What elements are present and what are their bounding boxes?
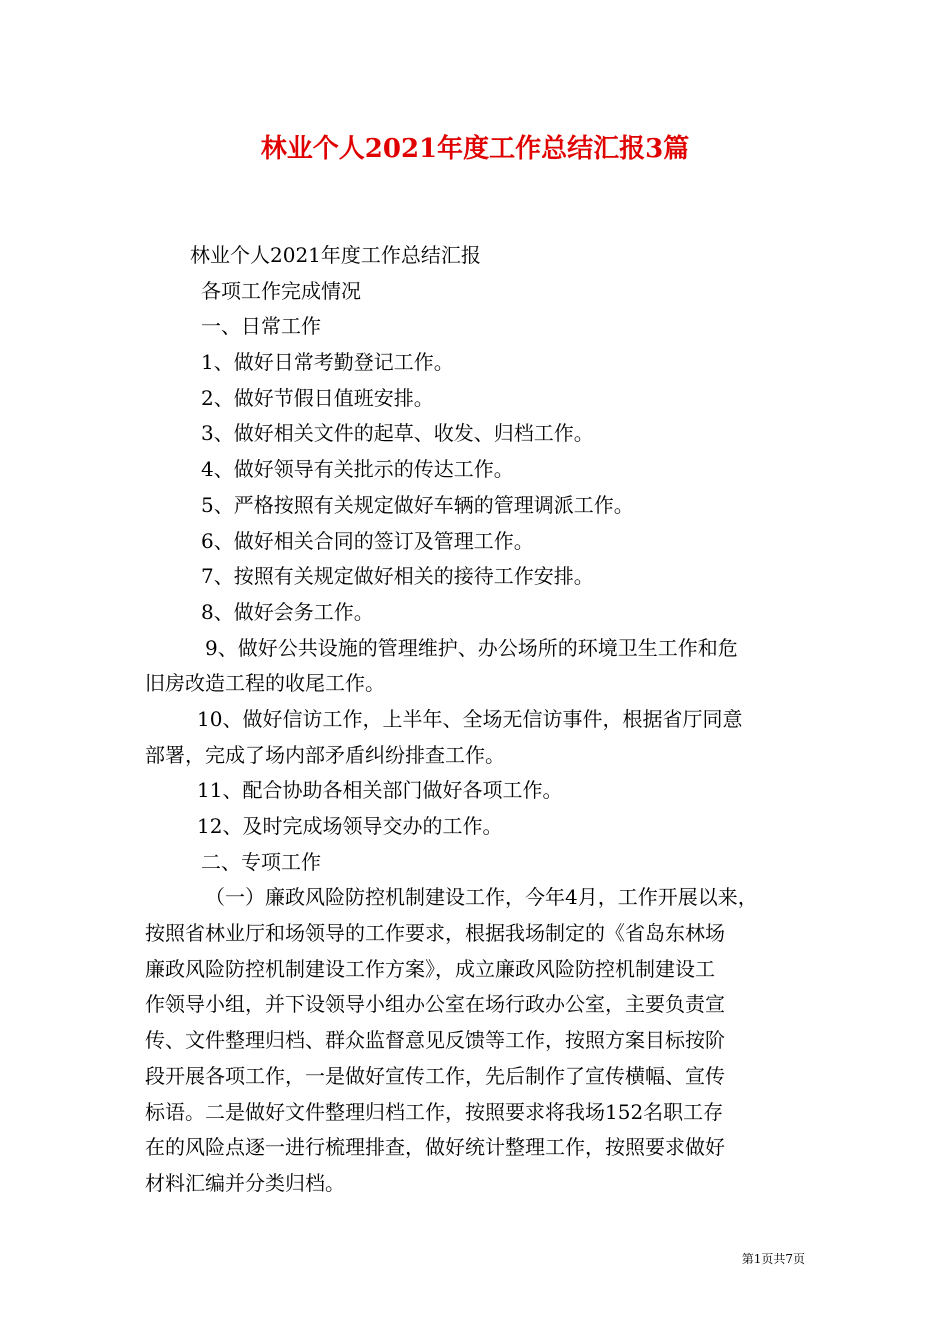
list-item: 6、做好相关合同的签订及管理工作。 — [201, 528, 534, 553]
paragraph-line: 材料汇编并分类归档。 — [145, 1170, 345, 1195]
paragraph-line: 在的风险点逐一进行梳理排查，做好统计整理工作，按照要求做好 — [145, 1135, 725, 1160]
document-title: 林业个人2021年度工作总结汇报3篇 — [260, 134, 690, 164]
list-item: 4、做好领导有关批示的传达工作。 — [201, 457, 514, 482]
list-item-9-line2: 旧房改造工程的收尾工作。 — [145, 671, 385, 696]
paragraph-line: 传、文件整理归档、群众监督意见反馈等工作，按照方案目标按阶 — [145, 1028, 725, 1053]
list-item: 7、按照有关规定做好相关的接待工作安排。 — [201, 564, 594, 589]
paragraph-line: 标语。二是做好文件整理归档工作，按照要求将我场152名职工存 — [145, 1099, 724, 1124]
paragraph-line: 段开展各项工作，一是做好宣传工作，先后制作了宣传横幅、宣传 — [145, 1063, 725, 1088]
list-item-12: 12、及时完成场领导交办的工作。 — [197, 814, 503, 838]
paragraph-line: （一）廉政风险防控机制建设工作，今年4月，工作开展以来， — [205, 885, 758, 910]
section-heading: 各项工作完成情况 — [201, 278, 361, 303]
list-item-11: 11、配合协助各相关部门做好各项工作。 — [197, 778, 563, 803]
list-item: 5、严格按照有关规定做好车辆的管理调派工作。 — [201, 492, 634, 517]
doc-subtitle: 林业个人2021年度工作总结汇报 — [190, 243, 481, 267]
list-item: 1、做好日常考勤登记工作。 — [201, 350, 454, 375]
list-item-10-line1: 10、做好信访工作，上半年、全场无信访事件，根据省厅同意 — [197, 706, 743, 731]
list-item: 2、做好节假日值班安排。 — [201, 385, 434, 410]
paragraph-line: 按照省林业厅和场领导的工作要求，根据我场制定的《省岛东林场 — [145, 921, 725, 946]
part2-heading: 二、专项工作 — [201, 849, 321, 874]
page-number: 第1页共7页 — [741, 1252, 805, 1266]
list-item-9-line1: 9、做好公共设施的管理维护、办公场所的环境卫生工作和危 — [205, 635, 738, 660]
paragraph-line: 廉政风险防控机制建设工作方案》，成立廉政风险防控机制建设工 — [145, 956, 715, 981]
list-item: 8、做好会务工作。 — [201, 599, 374, 624]
list-item: 3、做好相关文件的起草、收发、归档工作。 — [201, 421, 594, 446]
paragraph-line: 作领导小组，并下设领导小组办公室在场行政办公室，主要负责宣 — [145, 992, 725, 1017]
document-body — [145, 238, 835, 1202]
list-item-10-line2: 部署，完成了场内部矛盾纠纷排查工作。 — [145, 742, 505, 767]
part1-heading: 一、日常工作 — [201, 314, 321, 339]
